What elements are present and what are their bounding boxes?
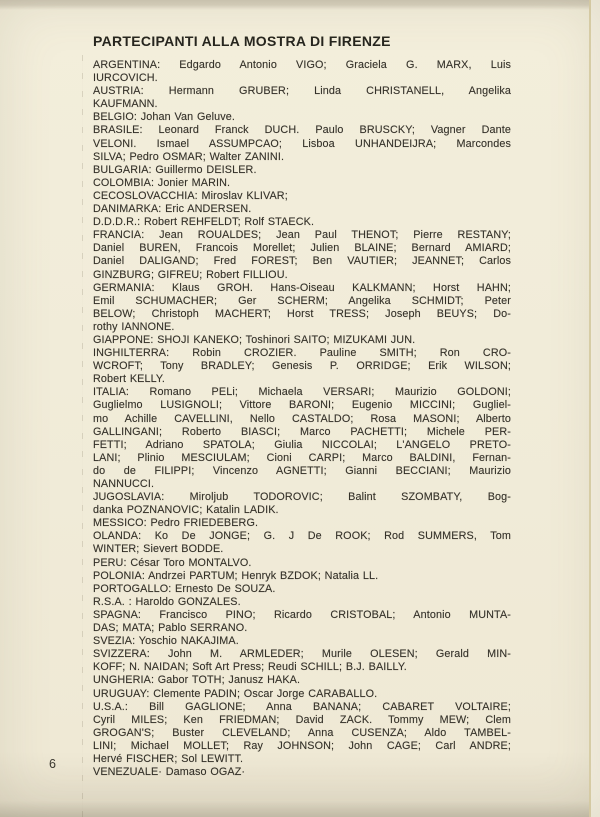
entry-olanda bbox=[93, 530, 511, 556]
entry-line: Robert KELLY. bbox=[93, 373, 165, 386]
entry-inghilterra bbox=[93, 347, 511, 386]
entry-line: ITALIA: Romano PELi; Michaela VERSARI; Maurizio GOLDONI; bbox=[93, 386, 511, 399]
entry-line: NANNUCCI. bbox=[93, 478, 155, 490]
entry-line: SPAGNA: Francisco PINO; Ricardo CRISTOBAL; Antonio MUNTA- bbox=[93, 608, 511, 621]
entry-line: U.S.A.: Bill GAGLIONE; Anna BANANA; CABARET VOLTAIRE; bbox=[93, 700, 511, 713]
entry-germania bbox=[93, 282, 511, 334]
entry-ungheria bbox=[93, 674, 511, 687]
entry-line: COLOMBIA: Jonier MARIN. bbox=[93, 176, 231, 189]
entry-italia bbox=[93, 386, 511, 491]
entry-polonia bbox=[93, 570, 511, 583]
participants-list bbox=[93, 59, 511, 779]
entry-line: WCROFT; Tony BRADLEY; Genesis P. ORRIDGE; Erik WILSON; bbox=[93, 360, 511, 373]
page-right-edge bbox=[589, 0, 600, 817]
entry-line: ARGENTINA: Edgardo Antonio VIGO; Graciela G. MARX, Luis bbox=[93, 59, 511, 71]
entry-francia bbox=[93, 229, 511, 281]
entry-austria bbox=[93, 85, 511, 111]
entry-line: CECOSLOVACCHIA: Miroslav KLIVAR; bbox=[93, 189, 288, 202]
entry-line: DAS; MATA; Pablo SERRANO. bbox=[93, 622, 248, 635]
entry-line: SILVA; Pedro OSMAR; Walter ZANINI. bbox=[93, 150, 285, 163]
entry-line: Guglielmo LUSIGNOLI; Vittore BARONI; Eugenio MICCINI; Gugliel- bbox=[93, 399, 511, 412]
entry-line: JUGOSLAVIA: Miroljub TODOROVIC; Balint SZOMBATY, Bog- bbox=[93, 491, 511, 504]
entry-line: WINTER; Sievert BODDE. bbox=[93, 543, 224, 556]
binding-crease bbox=[82, 55, 83, 817]
entry-venezuale bbox=[93, 766, 511, 779]
entry-giappone bbox=[93, 334, 511, 347]
entry-line: FRANCIA: Jean ROUALDES; Jean Paul THENOT; Pierre RESTANY; bbox=[93, 229, 511, 242]
entry-colombia bbox=[93, 177, 511, 190]
page-title: PARTECIPANTI ALLA MOSTRA DI FIRENZE bbox=[93, 33, 391, 49]
entry-line: mo Achille CAVELLINI, Nello CASTALDO; Rosa MASONI; Alberto bbox=[93, 412, 511, 425]
entry-line: SVIZZERA: John M. ARMLEDER; Murile OLESEN; Gerald MIN- bbox=[93, 648, 511, 661]
entry-line: Daniel DALIGAND; Fred FOREST; Ben VAUTIER; JEANNET; Carlos bbox=[93, 255, 511, 268]
entry-line: Emil SCHUMACHER; Ger SCHERM; Angelika SCHMIDT; Peter bbox=[93, 294, 511, 307]
entry-line: URUGUAY: Clemente PADIN; Oscar Jorge CARABALLO. bbox=[93, 687, 378, 700]
entry-brasile bbox=[93, 124, 511, 163]
entry-jugoslavia bbox=[93, 491, 511, 517]
entry-line: BELOW; Christoph MACHERT; Horst TRESS; Joseph BEUYS; Do- bbox=[93, 307, 511, 320]
entry-line: DANIMARKA: Eric ANDERSEN. bbox=[93, 203, 252, 216]
entry-svezia bbox=[93, 635, 511, 648]
entry-peru bbox=[93, 557, 511, 570]
entry-line: POLONIA: Andrzei PARTUM; Henryk BZDOK; Natalia LL. bbox=[93, 569, 379, 582]
entry-line: GIAPPONE: SHOJI KANEKO; Toshinori SAITO; MIZUKAMI JUN. bbox=[93, 333, 416, 346]
entry-argentina bbox=[93, 59, 511, 85]
entry-danimarka bbox=[93, 203, 511, 216]
entry-line: GERMANIA: Klaus GROH. Hans-Oiseau KALKMANN; Horst HAHN; bbox=[93, 281, 511, 294]
entry-line: KOFF; N. NAIDAN; Soft Art Press; Reudi SCHILL; B.J. BAILLY. bbox=[93, 661, 407, 674]
entry-line: OLANDA: Ko De JONGE; G. J De ROOK; Rod SUMMERS, Tom bbox=[93, 530, 511, 543]
entry-u-s-a bbox=[93, 701, 511, 766]
entry-spagna bbox=[93, 609, 511, 635]
entry-line: IURCOVICH. bbox=[93, 72, 158, 85]
entry-line: UNGHERIA: Gabor TOTH; Janusz HAKA. bbox=[93, 674, 301, 687]
entry-line: Hervé FISCHER; Sol LEWITT. bbox=[93, 752, 244, 765]
entry-line: do de FILIPPI; Vincenzo AGNETTI; Gianni BECCIANI; Maurizio bbox=[93, 464, 511, 477]
page-number: 6 bbox=[49, 757, 56, 771]
entry-portogallo bbox=[93, 583, 511, 596]
entry-line: GALLINGANI; Roberto BIASCI; Marco PACHETTI; Michele PER- bbox=[93, 425, 511, 438]
entry-line: PORTOGALLO: Ernesto De SOUZA. bbox=[93, 582, 276, 595]
entry-line: VENEZUALE· Damaso OGAZ· bbox=[93, 766, 246, 779]
entry-line: danka POZNANOVIC; Katalin LADIK. bbox=[93, 504, 279, 517]
entry-line: LANI; Plinio MESCIULAM; Cioni CARPI; Marco BALDINI, Fernan- bbox=[93, 451, 511, 464]
entry-line: INGHILTERRA: Robin CROZIER. Pauline SMITH; Ron CRO- bbox=[93, 347, 511, 360]
entry-line: MESSICO: Pedro FRIEDEBERG. bbox=[93, 517, 259, 530]
entry-line: rothy IANNONE. bbox=[93, 320, 175, 333]
entry-line: Daniel BUREN, Francois Morellet; Julien BLAINE; Bernard AMIARD; bbox=[93, 242, 511, 255]
entry-bulgaria bbox=[93, 164, 511, 177]
entry-line: FETTI; Adriano SPATOLA; Giulia NICCOLAI; L'ANGELO PRETO- bbox=[93, 438, 511, 451]
entry-d-d-d-r bbox=[93, 216, 511, 229]
entry-line: AUSTRIA: Hermann GRUBER; Linda CHRISTANELL, Angelika bbox=[93, 85, 511, 98]
entry-line: SVEZIA: Yoschio NAKAJIMA. bbox=[93, 635, 239, 648]
entry-line: Cyril MILES; Ken FRIEDMAN; David ZACK. Tommy MEW; Clem bbox=[93, 713, 511, 726]
entry-cecoslovacchia bbox=[93, 190, 511, 203]
entry-line: PERU: César Toro MONTALVO. bbox=[93, 556, 252, 569]
entry-line: BULGARIA: Guillermo DEISLER. bbox=[93, 163, 257, 176]
entry-line: D.D.D.R.: Robert REHFELDT; Rolf STAECK. bbox=[93, 216, 315, 229]
entry-line: VELONI. Ismael ASSUMPCAO; Lisboa UNHANDEIJRA; Marcondes bbox=[93, 137, 511, 150]
entry-belgio bbox=[93, 111, 511, 124]
entry-line: KAUFMANN. bbox=[93, 98, 158, 111]
entry-line: R.S.A. : Haroldo GONZALES. bbox=[93, 595, 241, 608]
entry-line: BRASILE: Leonard Franck DUCH. Paulo BRUSCKY; Vagner Dante bbox=[93, 124, 511, 137]
entry-uruguay bbox=[93, 688, 511, 701]
entry-svizzera bbox=[93, 648, 511, 674]
entry-line: LINI; Michael MOLLET; Ray JOHNSON; John CAGE; Carl ANDRE; bbox=[93, 739, 511, 752]
entry-messico bbox=[93, 517, 511, 530]
entry-line: GINZBURG; GIFREU; Robert FILLIOU. bbox=[93, 268, 288, 281]
entry-line: GROGAN'S; Buster CLEVELAND; Anna CUSENZA; Aldo TAMBEL- bbox=[93, 726, 511, 739]
entry-r-s-a bbox=[93, 596, 511, 609]
entry-line: BELGIO: Johan Van Geluve. bbox=[93, 111, 236, 124]
